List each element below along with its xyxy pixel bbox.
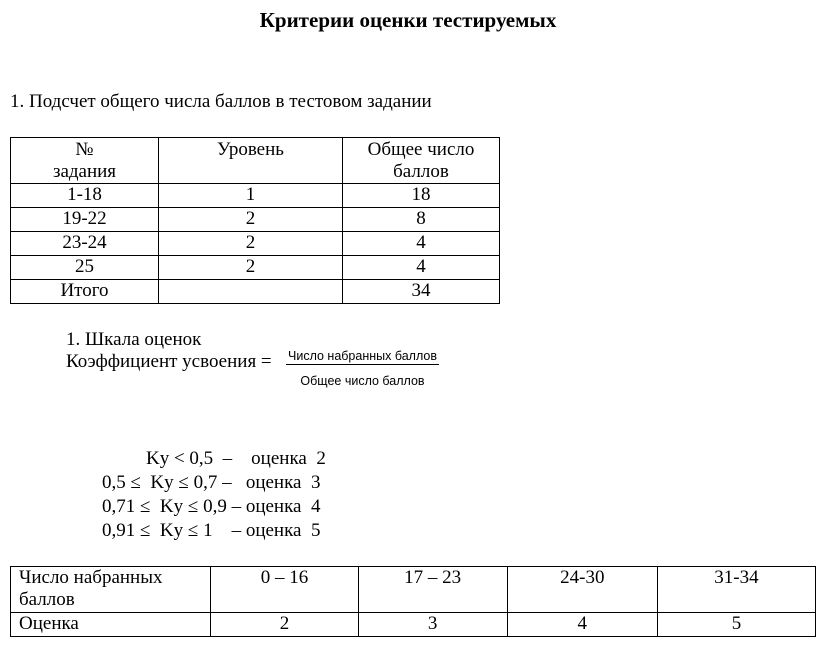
range-cell: 17 – 23: [358, 567, 507, 613]
task-cell: 25: [11, 256, 159, 280]
points-cell: 4: [343, 256, 500, 280]
label-line: Число набранных: [19, 567, 163, 588]
grading-rule: 0,5 ≤ Kу ≤ 0,7 – оценка 3: [102, 472, 321, 493]
range-cell: 24-30: [507, 567, 657, 613]
grade-cell: 5: [657, 613, 815, 637]
points-table: [10, 137, 500, 304]
header-level: [159, 138, 343, 184]
table-row: [11, 232, 500, 256]
range-cell: 31-34: [657, 567, 815, 613]
page-title: Критерии оценки тестируемых: [259, 8, 557, 32]
points-cell: 4: [343, 232, 500, 256]
header-line: баллов: [393, 161, 449, 182]
section1-heading: 1. Подсчет общего числа баллов в тестовом задании: [10, 91, 432, 112]
total-points-cell: 34: [343, 280, 500, 304]
header-total-points: [343, 138, 500, 184]
table-header-row: [11, 138, 500, 184]
grade-cell: 2: [211, 613, 358, 637]
grade-table: [10, 566, 816, 637]
table-row: [11, 256, 500, 280]
header-task-number: [11, 138, 159, 184]
coefficient-label: Коэффициент усвоения =: [66, 351, 272, 372]
section2-heading: 1. Шкала оценок: [66, 329, 202, 350]
points-cell: 8: [343, 208, 500, 232]
points-label-cell: [11, 567, 211, 613]
coefficient-fraction: [286, 349, 439, 388]
header-line: №: [75, 139, 94, 160]
range-cell: 0 – 16: [211, 567, 358, 613]
grade-label-cell: Оценка: [11, 613, 211, 637]
level-cell: [159, 280, 343, 304]
fraction-numerator: Число набранных баллов: [288, 349, 437, 363]
table-row: [11, 567, 816, 613]
total-label-cell: Итого: [11, 280, 159, 304]
header-line: задания: [52, 161, 117, 182]
grading-rule: Kу < 0,5 – оценка 2: [146, 448, 326, 469]
fraction-denominator: Общее число баллов: [300, 374, 425, 388]
label-line: баллов: [19, 589, 75, 610]
grade-cell: 4: [507, 613, 657, 637]
table-row: [11, 184, 500, 208]
grading-rule: 0,71 ≤ Kу ≤ 0,9 – оценка 4: [102, 496, 321, 517]
task-cell: 1-18: [11, 184, 159, 208]
table-row: [11, 613, 816, 637]
header-line: Уровень: [217, 139, 284, 160]
level-cell: 1: [159, 184, 343, 208]
table-total-row: [11, 280, 500, 304]
level-cell: 2: [159, 208, 343, 232]
level-cell: 2: [159, 232, 343, 256]
level-cell: 2: [159, 256, 343, 280]
grade-cell: 3: [358, 613, 507, 637]
points-cell: 18: [343, 184, 500, 208]
table-row: [11, 208, 500, 232]
grading-rule: 0,91 ≤ Kу ≤ 1 – оценка 5: [102, 520, 321, 541]
task-cell: 23-24: [11, 232, 159, 256]
task-cell: 19-22: [11, 208, 159, 232]
header-line: Общее число: [367, 139, 475, 160]
